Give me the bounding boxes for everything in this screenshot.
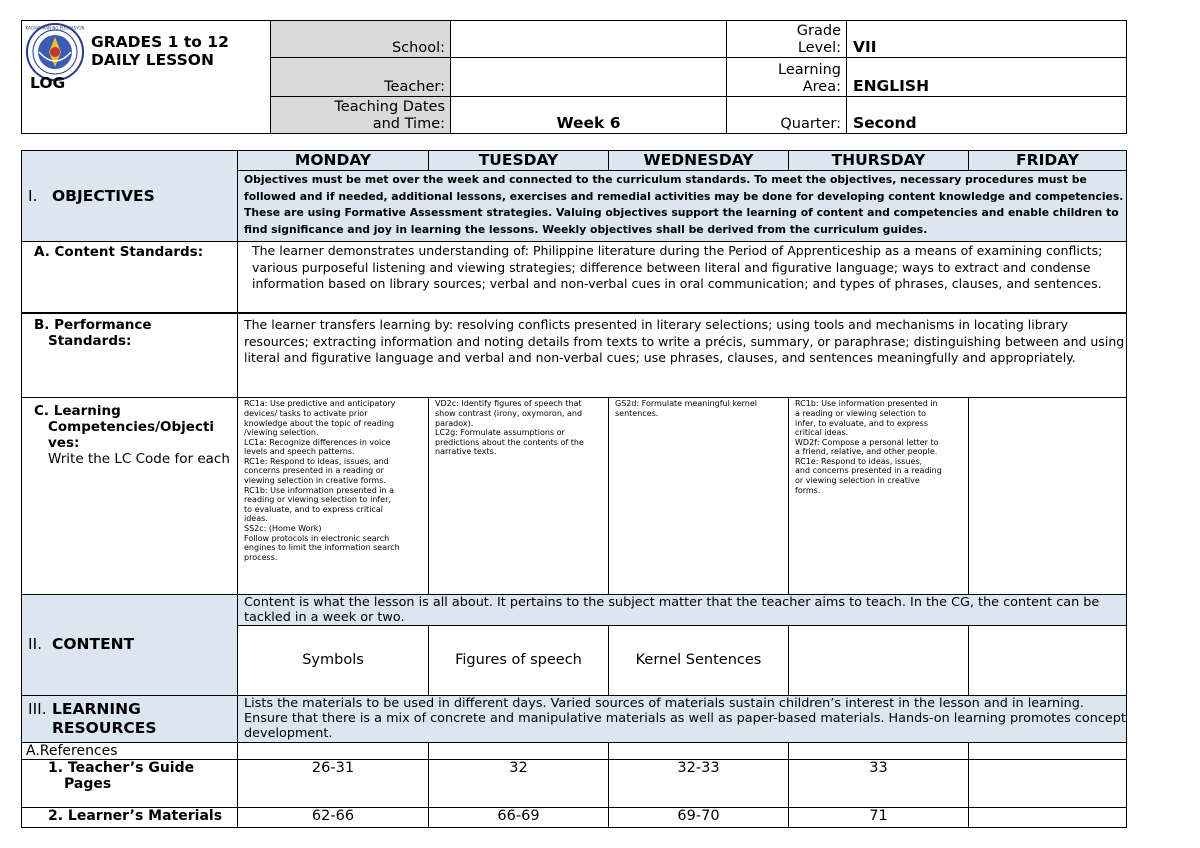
lm-pages-tuesday: 66-69 [429,807,609,827]
tg-pages-thursday: 33 [789,759,969,807]
resources-title-line2: RESOURCES [52,718,157,737]
day-wednesday: WEDNESDAY [609,151,789,171]
dates-label [271,97,451,134]
competencies-label [22,398,238,594]
tg-pages-monday: 26-31 [238,759,429,807]
teacher-value[interactable] [451,58,727,97]
grade-label-line1: Grade [796,23,841,39]
tg-label [22,759,238,807]
content-standards-label [22,242,238,313]
resources-note: Lists the materials to be used in different days. Varied sources of materials sustain children’s interest in the lesson and in learning. Ensure that there is a mix of concrete and manipulative materials as well as paper-based materials. Hands-on learning promotes concept development. [238,695,1127,742]
quarter-label: Quarter: [727,97,847,134]
performance-standards-text: The learner transfers learning by: resolving conflicts presented in literary selections; using tools and mechanisms in locating library resources; extracting information and noting details from texts to write a précis, summary, or paraphrase; distinguishing between and using literal and figurative language and verbal and non-verbal cues; use phrases, clauses, and sentences meaningfully and appropriately. [238,314,1127,398]
performance-label-line2: Standards: [48,333,132,350]
competency-wednesday: GS2d: Formulate meaningful kernel sentences. [609,398,789,594]
competency-thursday: RC1b: Use information presented in a reading or viewing selection to infer, to evaluate, and to express critical ideas. WD2f: Compose a personal letter to a friend, relative, and other people. RC1e: Respond to ideas, issues, and concerns presented in a reading or viewing selection in creative forms. [789,398,969,594]
lm-pages-friday [969,807,1127,827]
deped-seal-icon [25,22,85,82]
content-heading [22,594,238,695]
header-table [21,20,1127,134]
area-label-line2: Area: [802,79,841,95]
topic-tuesday: Figures of speech [429,625,609,695]
tg-pages-friday [969,759,1127,807]
dates-value[interactable]: Week 6 [451,97,727,134]
performance-standards-label [22,314,238,398]
day-thursday: THURSDAY [789,151,969,171]
area-value[interactable]: ENGLISH [847,58,1127,97]
day-friday: FRIDAY [969,151,1127,171]
area-label-line1: Learning [778,62,841,78]
dates-label-line2: and Time: [372,116,445,132]
references-tuesday [429,742,609,759]
objectives-num: I. [28,186,38,205]
svg-text:KAGAWARAN NG EDUKASYON: KAGAWARAN NG EDUKASYON [25,25,85,31]
tg-pages-tuesday: 32 [429,759,609,807]
references-wednesday [609,742,789,759]
topic-monday: Symbols [238,625,429,695]
competencies-label-line1: C. Learning [34,403,121,420]
tg-label-line2: Pages [64,775,112,792]
tg-pages-wednesday: 32-33 [609,759,789,807]
competency-monday: RC1a: Use predictive and anticipatory devices/ tasks to activate prior knowledge about the topic of reading /viewing selection. LC1a: Recognize differences in voice levels and speech patterns. RC1e: Respond to ideas, issues, and concerns presented in a reading or viewing selection in creative forms. RC1b: Use information presented in a reading or viewing selection to infer, to evaluate, and to express critical ideas. SS2c: (Home Work) Follow protocols in electronic search engines to limit the information search process. [238,398,429,594]
dates-label-line1: Teaching Dates [334,99,445,115]
references-friday [969,742,1127,759]
topic-wednesday: Kernel Sentences [609,625,789,695]
tg-label-line1: 1. Teacher’s Guide [48,759,195,776]
teacher-label: Teacher: [271,58,451,97]
school-label: School: [271,21,451,58]
topic-friday [969,625,1127,695]
lm-pages-wednesday: 69-70 [609,807,789,827]
competency-friday [969,398,1127,594]
competencies-label-line4: Write the LC Code for each [48,451,230,468]
lesson-log-table [21,150,1127,828]
lm-pages-monday: 62-66 [238,807,429,827]
references-thursday [789,742,969,759]
lm-pages-thursday: 71 [789,807,969,827]
resources-num: III. [28,699,47,718]
quarter-value[interactable]: Second [847,97,1127,134]
competency-tuesday: VD2c: Identify figures of speech that show contrast (irony, oxymoron, and paradox). LC2g: Formulate assumptions or predictions about the contents of the narrative texts. [429,398,609,594]
content-standards-text: The learner demonstrates understanding of: Philippine literature during the Period of Apprenticeship as a means of examining conflicts; various purposeful listening and viewing strategies; difference between literal and figurative language; ways to extract and condense information based on library sources; verbal and non-verbal cues in oral communication; and types of phrases, clauses, and sentences. [238,242,1127,313]
day-monday: MONDAY [238,151,429,171]
dll-title: GRADES 1 to 12 DAILY LESSON [91,33,229,69]
resources-heading [22,695,238,742]
logo-title-cell [22,21,271,134]
content-note: Content is what the lesson is all about. It pertains to the subject matter that the teacher aims to teach. In the CG, the content can be tackled in a week or two. [238,594,1127,625]
resources-title-line1: LEARNING [52,699,141,718]
performance-label-line1: B. Performance [34,317,152,334]
day-tuesday: TUESDAY [429,151,609,171]
objectives-note: Objectives must be met over the week and connected to the curriculum standards. To meet the objectives, necessary procedures must be followed and if needed, additional lessons, exercises and remedial activities may be done for developing content knowledge and competencies. These are using Formative Assessment strategies. Valuing objectives support the learning of content and competencies and enable children to find significance and joy in learning the lessons. Weekly objectives shall be derived from the curriculum guides. [238,171,1127,242]
topic-thursday [789,625,969,695]
grade-label [727,21,847,58]
references-monday [238,742,429,759]
objectives-heading [22,151,238,242]
references-label: A.References [22,742,238,759]
grade-label-line2: Level: [797,40,841,56]
content-num: II. [28,635,43,654]
school-value[interactable] [451,21,727,58]
competencies-label-line2: Competencies/Objecti [48,419,215,436]
content-title: CONTENT [52,635,135,654]
content-standards-label-text: A. Content Standards: [34,244,204,261]
dll-title-suffix: LOG [30,74,66,92]
area-label [727,58,847,97]
competencies-label-line3: ves: [48,435,80,452]
objectives-title: OBJECTIVES [52,186,155,205]
lm-label-text: 2. Learner’s Materials [48,807,223,824]
lm-label [22,807,238,827]
grade-value[interactable]: VII [847,21,1127,58]
